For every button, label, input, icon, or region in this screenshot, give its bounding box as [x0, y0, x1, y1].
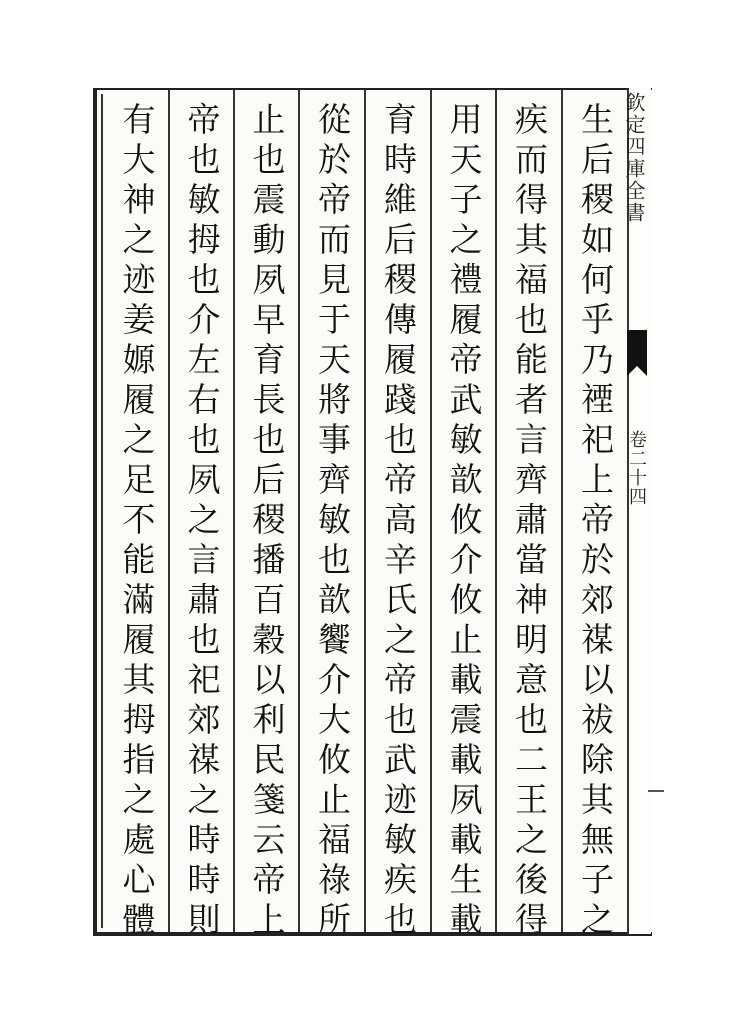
margin-tick [648, 790, 664, 792]
text-column-6 [235, 90, 300, 942]
column-text: 有大神之迹姜嫄履之足不能滿履其拇指之處心體 [117, 102, 157, 942]
column-text: 育時維后稷傳履踐也帝高辛氏之帝也武迹敏疾也 [379, 102, 418, 942]
column-text: 疾而得其福也能者言齊肅當神明意也二王之後得 [510, 102, 549, 942]
volume-label: 卷二十四 [626, 430, 647, 506]
book-title: 欽定四庫全書 [622, 92, 646, 224]
column-text: 從於帝而見于天將事齊敏也歆饗介大攸止福祿所 [313, 102, 352, 942]
column-text: 生后稷如何乎乃禋祀上帝於郊禖以祓除其無子之 [576, 102, 615, 942]
text-column-8 [105, 90, 170, 942]
book-page [93, 88, 652, 942]
text-column-3 [432, 90, 497, 942]
column-text: 止也震動夙早育長也后稷播百穀以利民箋云帝上 [247, 102, 287, 942]
column-text: 帝也敏拇也介左右也夙之言肅也祀郊禖之時時則 [182, 102, 222, 942]
text-column-2 [497, 90, 563, 942]
text-column-5 [300, 90, 366, 942]
column-text: 用天子之禮履帝武敏歆攸介攸止載震載夙載生載 [444, 102, 484, 942]
text-column-7 [170, 90, 235, 942]
text-column-4 [366, 90, 432, 942]
fish-tail-mark-icon [627, 330, 647, 366]
